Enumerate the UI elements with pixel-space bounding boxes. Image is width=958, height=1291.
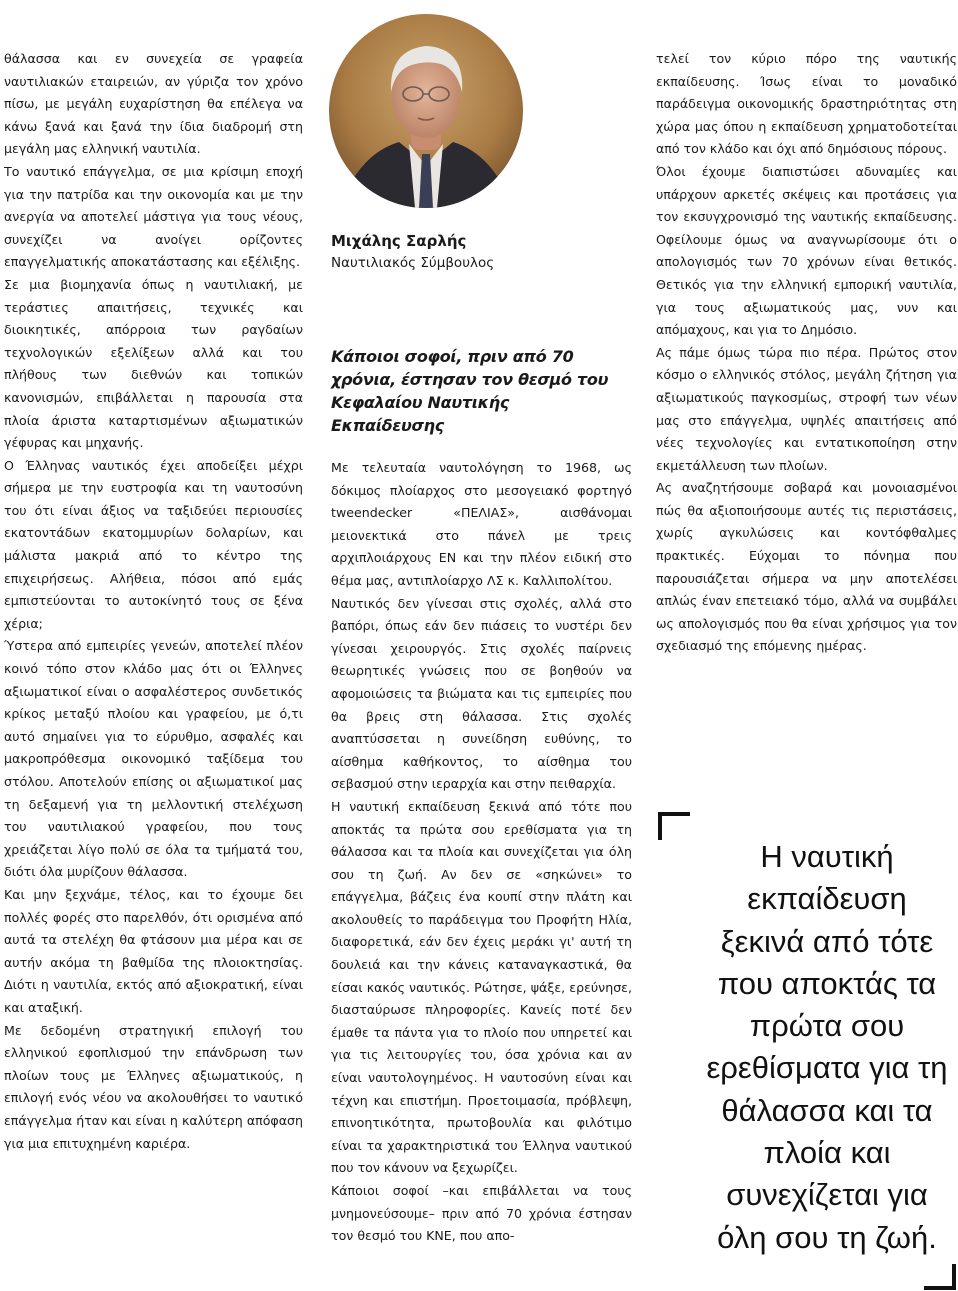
paragraph: Σε μια βιομηχανία όπως η ναυτιλιακή, με τεράστιες απαιτήσεις, τεχνικές και διοικητικές, απόρροια των ραγδαίων τεχνολογικών εξελίξεων αλλά και του πλήθους των διεθνών και τοπικών κανονισμών, επιβάλλεται η παρουσία στα πλοία άριστα καταρτισμένων αξιωματικών γέφυρας και μηχανής. bbox=[4, 276, 303, 451]
paragraph: Όλοι έχουμε διαπιστώσει αδυναμίες και υπάρχουν αρκετές σκέψεις και προτάσεις για τον εκσυγχρονισμό της ναυτικής εκπαίδευσης. Οφείλουμε όμως να αναγνωρίσουμε ότι ο απολογισμός των 70 χρόνων είναι θετικός. Θετικός για την ελληνική εμπορική ναυτιλία, για τους αξιωματικούς μας, νυν και απόμαχους, και για το Δημόσιο. bbox=[656, 163, 957, 338]
article-column-1 bbox=[4, 48, 303, 1155]
article-headline: Κάποιοι σοφοί, πριν από 70 χρόνια, έστησαν τον θεσμό του Κεφαλαίου Ναυτικής Εκπαίδευσης bbox=[331, 347, 609, 435]
author-portrait bbox=[329, 14, 523, 208]
pull-quote: Η ναυτική εκπαίδευση ξεκινά από τότε που αποκτάς τα πρώτα σου ερεθίσματα για τη θάλασσα και τα πλοία και συνεχίζεται για όλη σου τη ζωή. bbox=[706, 839, 948, 1255]
paragraph: Το ναυτικό επάγγελμα, σε μια κρίσιμη εποχή για την πατρίδα και την οικονομία και με την ανεργία να αποτελεί μάστιγα για τους νέους, συνεχίζει να ανοίγει ορίζοντες επαγγελματικής αποκατάστασης και εξέλιξης. bbox=[4, 163, 303, 270]
paragraph: Ναυτικός δεν γίνεσαι στις σχολές, αλλά στο βαπόρι, όπως εάν δεν πιάσεις το νυστέρι δεν γίνεσαι χειρουργός. Στις σχολές παίρνεις θεωρητικές γνώσεις που σε βοηθούν να αφομοιώσεις τα βιώματα και τις εμπειρίες που θα βρεις στη θάλασσα. Στις σχολές αναπτύσσεται η συνείδηση ευθύνης, το αίσθημα καθήκοντος, το αίσθημα του σεβασμού στην ιεραρχία και στην πειθαρχία. bbox=[331, 595, 632, 792]
article-column-2 bbox=[331, 457, 632, 1248]
paragraph: Με τελευταία ναυτολόγηση το 1968, ως δόκιμος πλοίαρχος στο μεσογειακό φορτηγό tweendecker «ΠΕΛΙΑΣ», αισθάνομαι μειονεκτικά στο πάνελ με τρεις αρχιπλοιάρχους ΕΝ και την πλέον ειδική στο θέμα μας, αντιπλοίαρχο ΛΣ κ. Καλλιπολίτου. bbox=[331, 460, 632, 588]
paragraph: τελεί τον κύριο πόρο της ναυτικής εκπαίδευσης. Ίσως είναι το μοναδικό παράδειγμα οικονομικής δραστηριότητας στη χώρα μας όπου η εκπαίδευση χρηματοδοτείται από τον κλάδο και όχι από δημόσιους πόρους. bbox=[656, 51, 957, 157]
article-column-3 bbox=[656, 48, 957, 658]
portrait-image bbox=[329, 14, 523, 208]
paragraph: Ας αναζητήσουμε σοβαρά και μονοιασμένοι πώς θα αξιοποιήσουμε αυτές τις περιστάσεις, χωρίς αγκυλώσεις και κοντόφθαλμες πρακτικές. Εύχομαι το πόνημα που παρουσιάζεται σήμερα να μην αποτελέσει απλώς έναν επετειακό τόμο, αλλά να συμβάλει ως απολογισμός που θα είναι χρήσιμος για τον σχεδιασμό της επόμενης ημέρας. bbox=[656, 480, 957, 654]
paragraph: Ύστερα από εμπειρίες γενεών, αποτελεί πλέον κοινό τόπο στον κλάδο μας ότι οι Έλληνες αξιωματικοί είναι ο ασφαλέστερος συνδετικός κρίκος μεταξύ πλοίου και γραφείου, με ό,τι αυτό σημαίνει για το εύρυθμο, ασφαλές και μακροπρόθεσμα οικονομικό ταξίδεμα του στόλου. Αποτελούν επίσης οι αξιωματικοί μας τη δεξαμενή για τη μελλοντική στελέχωση του ναυτιλιακού γραφείου, που τους χρειάζεται λίγο πολύ σε όλα τα τμήματά του, διότι όλα μυρίζουν θάλασσα. bbox=[4, 638, 303, 880]
paragraph: Με δεδομένη στρατηγική επιλογή του ελληνικού εφοπλισμού την επάνδρωση των πλοίων τους με Έλληνες αξιωματικούς, η επιλογή ενός νέου να ακολουθήσει το ναυτικό επάγγελμα ήταν και είναι η καλύτερη απόφαση για μια επιτυχημένη καριέρα. bbox=[4, 1022, 303, 1151]
paragraph: Η ναυτική εκπαίδευση ξεκινά από τότε που αποκτάς τα πρώτα σου ερεθίσματα για τη θάλασσα και τα πλοία και συνεχίζεται για όλη σου τη ζωή. Αν δεν σε «σηκώνει» το επάγγελμα, βάζεις ένα κουπί στην πλάτη και ακολουθείς το παράδειγμα του Προφήτη Ηλία, διαφορετικά, εάν δεν έχεις μεράκι γι' αυτή τη δουλειά και την κάνεις καταναγκαστικά, θα είσαι κακός ναυτικός. Ρώτησε, ψάξε, ερεύνησε, διασταύρωσε πληροφορίες. Κανείς ποτέ δεν έμαθε τα πάντα για το πλοίο που υπηρετεί και για τις λειτουργίες του, όσα χρόνια και αν είναι ναυτολογημένος. Η ναυτοσύνη είναι και τέχνη και επιστήμη. Προετοιμασία, πρόβλεψη, επινοητικότητα, πρωτοβουλία και φιλότιμο είναι τα χαρακτηριστικά του Έλληνα ναυτικού που τον κάνουν να ξεχωρίζει. bbox=[331, 798, 632, 1176]
paragraph: Και μην ξεχνάμε, τέλος, και το έχουμε δει πολλές φορές στο παρελθόν, ότι ορισμένα από αυτά τα στελέχη θα φτάσουν μια μέρα και σε αυτήν ακόμα τη βαθμίδα της πλοιοκτησίας. Διότι η ναυτιλία, εκτός από αξιοκρατική, είναι και αταξική. bbox=[4, 886, 303, 1015]
paragraph: θάλασσα και εν συνεχεία σε γραφεία ναυτιλιακών εταιρειών, αν γύριζα τον χρόνο πίσω, με μεγάλη ευχαρίστηση θα επέλεγα να κάνω ξανά και ξανά την ίδια διαδρομή στη μεγάλη μας ελληνική ναυτιλία. bbox=[4, 51, 303, 157]
paragraph: Ο Έλληνας ναυτικός έχει αποδείξει μέχρι σήμερα με την ευστροφία και τη ναυτοσύνη του ότι είναι άξιος να ταξιδεύει περιουσίες εκατοντάδων εκατομμυρίων δολαρίων, και μάλιστα μακριά από το κέντρο της επιχειρήσεως. Αλήθεια, πόσοι από εμάς εμπιστεύονται το αυτοκίνητό τους σε ξένα χέρια; bbox=[4, 457, 303, 631]
author-role: Ναυτιλιακός Σύμβουλος bbox=[331, 255, 495, 271]
author-name: Μιχάλης Σαρλής bbox=[331, 232, 467, 250]
quote-bracket-open bbox=[658, 812, 690, 840]
paragraph: Κάποιοι σοφοί –και επιβάλλεται να τους μνημονεύσουμε– πριν από 70 χρόνια έστησαν τον θεσμό του ΚΝΕ, που απο- bbox=[331, 1183, 632, 1244]
paragraph: Ας πάμε όμως τώρα πιο πέρα. Πρώτος στον κόσμο ο ελληνικός στόλος, μεγάλη ζήτηση για αξιωματικούς παγκοσμίως, στροφή των νέων μας στο επάγγελμα, υψηλές απαιτήσεις από νέες τεχνολογίες και εντατικοποίηση στην εκμετάλλευση των πλοίων. bbox=[656, 344, 957, 473]
quote-bracket-close bbox=[924, 1264, 956, 1290]
author-byline bbox=[331, 230, 632, 274]
